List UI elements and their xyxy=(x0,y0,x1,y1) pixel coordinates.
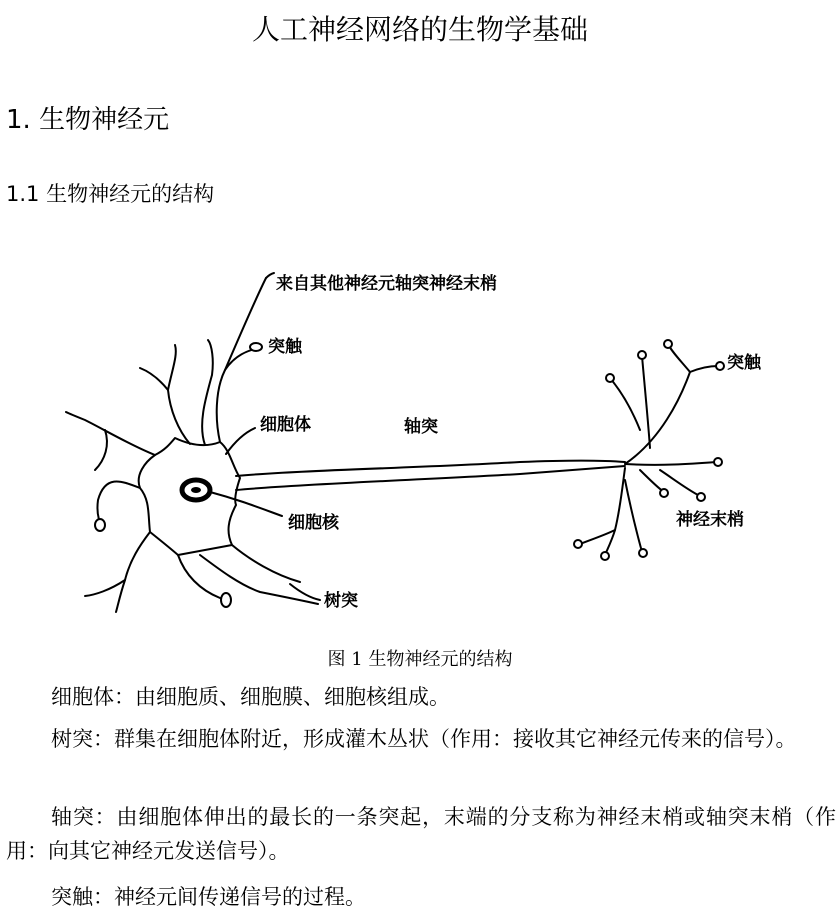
label-synapse-right: 突触 xyxy=(727,353,761,373)
synapse-knob xyxy=(250,343,262,351)
paragraph-synapse: 突触：神经元间传递信号的过程。 xyxy=(51,885,366,909)
label-soma: 细胞体 xyxy=(260,415,311,435)
label-nucleus: 细胞核 xyxy=(288,513,339,533)
label-from-other-neuron: 来自其他神经元轴突神经末梢 xyxy=(276,274,497,294)
label-synapse-left: 突触 xyxy=(268,337,302,357)
axon-terminal-branches xyxy=(625,366,718,464)
paragraph-axon: 轴突：由细胞体伸出的最长的一条突起，末端的分支称为神经末梢或轴突末梢（作用：向其它神经元发送信号）。 xyxy=(6,805,836,863)
dendrite-left xyxy=(66,412,155,455)
subsection-heading: 1.1 生物神经元的结构 xyxy=(6,182,215,206)
paragraph-dendrite: 树突：群集在细胞体附近，形成灌木丛状（作用：接收其它神经元传来的信号）。 xyxy=(51,727,797,751)
label-axon: 轴突 xyxy=(404,417,438,437)
label-nerve-ending: 神经末梢 xyxy=(676,510,744,530)
paragraph-soma: 细胞体：由细胞质、细胞膜、细胞核组成。 xyxy=(51,685,450,709)
axon xyxy=(236,461,625,477)
section-heading: 1. 生物神经元 xyxy=(6,105,170,135)
page-title: 人工神经网络的生物学基础 xyxy=(251,13,588,46)
dendrite-bottom xyxy=(178,555,220,598)
label-dendrite: 树突 xyxy=(324,591,358,611)
neuron-diagram xyxy=(60,260,780,640)
nucleus-pointer xyxy=(210,492,282,516)
figure-caption: 图 1 生物神经元的结构 xyxy=(327,649,513,670)
